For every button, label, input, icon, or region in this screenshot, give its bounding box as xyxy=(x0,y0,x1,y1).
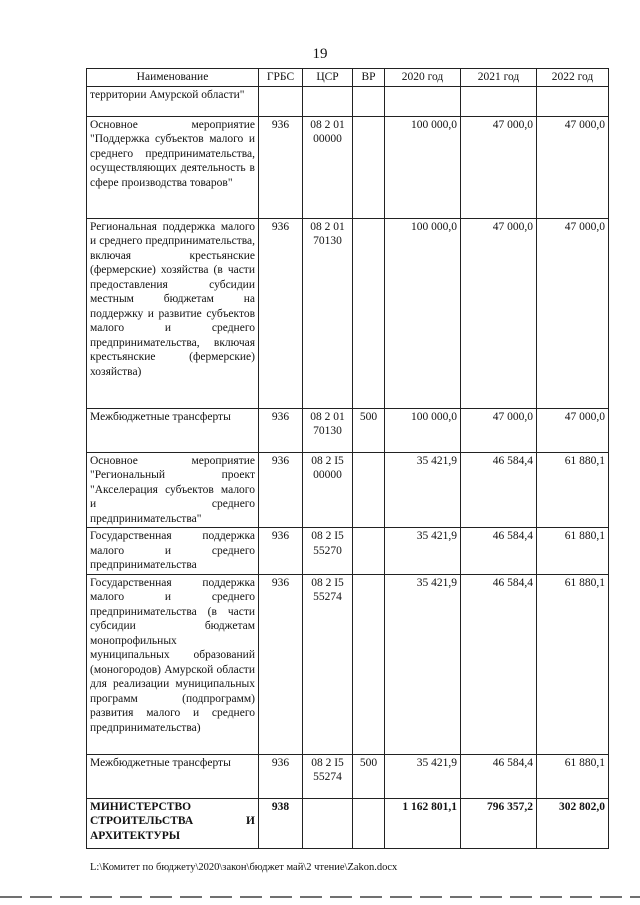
cell-csr: 08 2 I5 55274 xyxy=(303,574,353,754)
cell-2021: 46 584,4 xyxy=(461,452,537,528)
cell-csr: 08 2 01 00000 xyxy=(303,116,353,218)
cell-2022 xyxy=(537,86,609,116)
col-header-2020: 2020 год xyxy=(385,69,461,87)
budget-table xyxy=(86,68,609,849)
cell-vr: 500 xyxy=(353,408,385,452)
cell-2020: 100 000,0 xyxy=(385,408,461,452)
cell-csr xyxy=(303,86,353,116)
cell-name: Основное мероприятие "Поддержка субъектов малого и среднего предпринимательства, осуществляющих деятельность в сфере производства товаров" xyxy=(87,116,259,218)
table-row xyxy=(87,528,609,575)
col-header-name: Наименование xyxy=(87,69,259,87)
table-row xyxy=(87,408,609,452)
cell-grbs: 936 xyxy=(259,754,303,798)
cell-2022: 61 880,1 xyxy=(537,754,609,798)
cell-2021: 46 584,4 xyxy=(461,528,537,575)
cell-2022: 61 880,1 xyxy=(537,452,609,528)
cell-2021: 46 584,4 xyxy=(461,574,537,754)
cell-2022: 61 880,1 xyxy=(537,574,609,754)
cell-vr xyxy=(353,86,385,116)
cell-2021: 47 000,0 xyxy=(461,408,537,452)
cell-csr: 08 2 I5 00000 xyxy=(303,452,353,528)
cell-2022: 47 000,0 xyxy=(537,408,609,452)
cell-grbs: 936 xyxy=(259,218,303,408)
col-header-vr: ВР xyxy=(353,69,385,87)
cell-grbs: 936 xyxy=(259,452,303,528)
cell-2021: 46 584,4 xyxy=(461,754,537,798)
cell-2020: 35 421,9 xyxy=(385,452,461,528)
col-header-csr: ЦСР xyxy=(303,69,353,87)
table-row xyxy=(87,574,609,754)
cell-name: Межбюджетные трансферты xyxy=(87,408,259,452)
cell-2021: 47 000,0 xyxy=(461,218,537,408)
cell-name: Межбюджетные трансферты xyxy=(87,754,259,798)
cell-vr xyxy=(353,574,385,754)
cell-name: территории Амурской области" xyxy=(87,86,259,116)
col-header-2022: 2022 год xyxy=(537,69,609,87)
col-header-grbs: ГРБС xyxy=(259,69,303,87)
cell-csr: 08 2 01 70130 xyxy=(303,408,353,452)
cell-name: Основное мероприятие "Региональный проект "Акселерация субъектов малого и среднего предпринимательства" xyxy=(87,452,259,528)
cell-name: Государственная поддержка малого и среднего предпринимательства (в части субсидии бюджетам монопрофильных муниципальных образований (моногородов) Амурской области для реализации муниципальных программ (подпрограмм) развития малого и среднего предпринимательства) xyxy=(87,574,259,754)
cell-2022: 47 000,0 xyxy=(537,116,609,218)
page-number: 19 xyxy=(312,46,328,62)
table-row xyxy=(87,798,609,848)
cell-vr xyxy=(353,218,385,408)
cell-2021 xyxy=(461,86,537,116)
cell-2020: 1 162 801,1 xyxy=(385,798,461,848)
cell-csr: 08 2 I5 55270 xyxy=(303,528,353,575)
cell-grbs: 938 xyxy=(259,798,303,848)
scan-edge-artifact xyxy=(0,896,640,898)
table-row xyxy=(87,116,609,218)
table-row xyxy=(87,452,609,528)
cell-vr xyxy=(353,798,385,848)
cell-2020: 100 000,0 xyxy=(385,218,461,408)
col-header-2021: 2021 год xyxy=(461,69,537,87)
cell-vr xyxy=(353,452,385,528)
cell-csr: 08 2 01 70130 xyxy=(303,218,353,408)
cell-csr: 08 2 I5 55274 xyxy=(303,754,353,798)
cell-grbs xyxy=(259,86,303,116)
cell-vr xyxy=(353,528,385,575)
table-row xyxy=(87,218,609,408)
cell-2022: 47 000,0 xyxy=(537,218,609,408)
cell-2020: 35 421,9 xyxy=(385,754,461,798)
file-path-footer: L:\Комитет по бюджету\2020\закон\бюджет май\2 чтение\Zakon.docx xyxy=(90,862,398,873)
cell-2020: 35 421,9 xyxy=(385,574,461,754)
cell-grbs: 936 xyxy=(259,528,303,575)
cell-2021: 796 357,2 xyxy=(461,798,537,848)
cell-csr xyxy=(303,798,353,848)
cell-2022: 61 880,1 xyxy=(537,528,609,575)
table-row xyxy=(87,754,609,798)
cell-name: Региональная поддержка малого и среднего предпринимательства, включая крестьянские (фермерские) хозяйства (в части предоставления субсидии местным бюджетам на поддержку и развитие субъектов малого и среднего предпринимательства, включая крестьянские (фермерские) хозяйства) xyxy=(87,218,259,408)
cell-name: Государственная поддержка малого и среднего предпринимательства xyxy=(87,528,259,575)
cell-vr xyxy=(353,116,385,218)
cell-2022: 302 802,0 xyxy=(537,798,609,848)
table-header-row xyxy=(87,69,609,87)
cell-2020 xyxy=(385,86,461,116)
cell-2020: 35 421,9 xyxy=(385,528,461,575)
cell-vr: 500 xyxy=(353,754,385,798)
cell-grbs: 936 xyxy=(259,408,303,452)
cell-2021: 47 000,0 xyxy=(461,116,537,218)
cell-2020: 100 000,0 xyxy=(385,116,461,218)
cell-grbs: 936 xyxy=(259,116,303,218)
cell-grbs: 936 xyxy=(259,574,303,754)
table-row xyxy=(87,86,609,116)
cell-name: МИНИСТЕРСТВО СТРОИТЕЛЬСТВА И АРХИТЕКТУРЫ xyxy=(87,798,259,848)
